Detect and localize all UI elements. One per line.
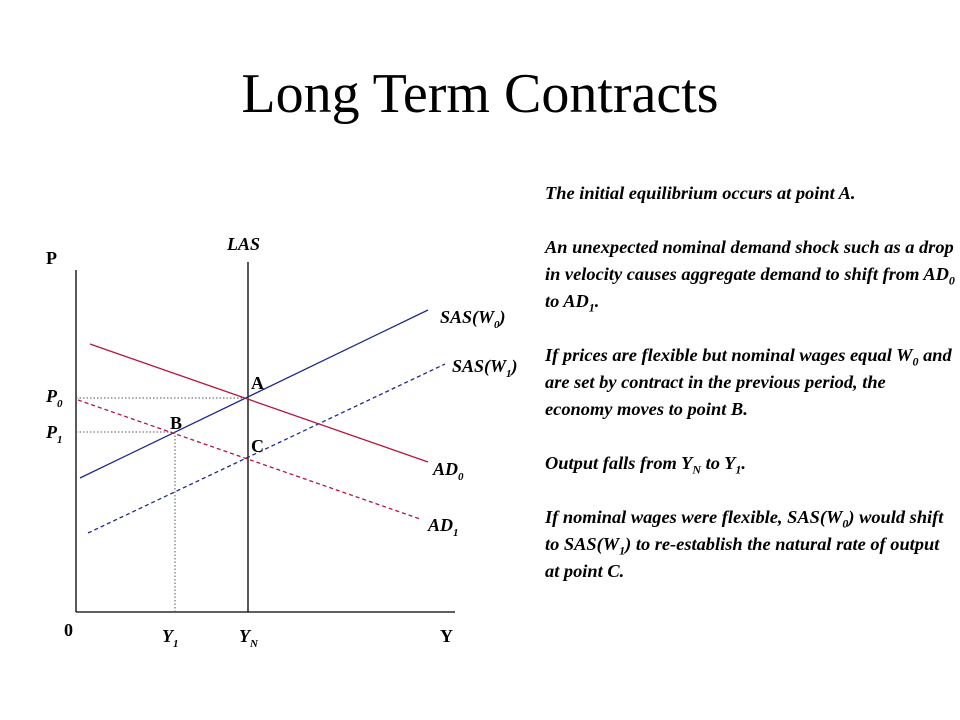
explanation-paragraph-2: An unexpected nominal demand shock such as a drop in velocity causes aggregate demand to shift from $AD_0$ to $AD_1$. <box>545 237 955 315</box>
slide-title: Long Term Contracts <box>241 63 719 125</box>
explanation-paragraph-1: The initial equilibrium occurs at point A. <box>545 183 856 203</box>
sas-w1-label: $SAS(W_1)$ <box>452 356 518 380</box>
sas-w0-label: $SAS(W_0)$ <box>440 307 506 331</box>
price-axis-label: P <box>46 248 57 268</box>
point-a-label: A <box>251 373 264 393</box>
point-b-label: B <box>170 413 183 433</box>
explanation-text <box>545 180 957 585</box>
las-label: LAS <box>227 234 261 254</box>
ad1-line <box>78 400 420 519</box>
output-axis-label: Y <box>440 626 453 646</box>
origin-label: 0 <box>64 620 73 640</box>
point-c-label: C <box>251 436 264 456</box>
explanation-paragraph-5: If nominal wages were flexible, $SAS(W_0)$ would shift to $SAS(W_1)$ to re-establish the natural rate of output at point C. <box>545 507 944 581</box>
p1-label: $P_1$ <box>46 422 63 446</box>
ad0-label: $AD_0$ <box>433 459 464 483</box>
explanation-paragraph-4: Output falls from $Y_N$ to $Y_1$. <box>545 453 747 477</box>
explanation-paragraph-3: If prices are flexible but nominal wages equal $W_0$ and are set by contract in the previous period, the economy moves to point B. <box>545 345 952 419</box>
yn-label: $Y_N$ <box>239 626 258 650</box>
y1-label: $Y_1$ <box>162 626 179 650</box>
p0-label: $P_0$ <box>46 386 63 410</box>
ad1-label: $AD_1$ <box>428 515 459 539</box>
